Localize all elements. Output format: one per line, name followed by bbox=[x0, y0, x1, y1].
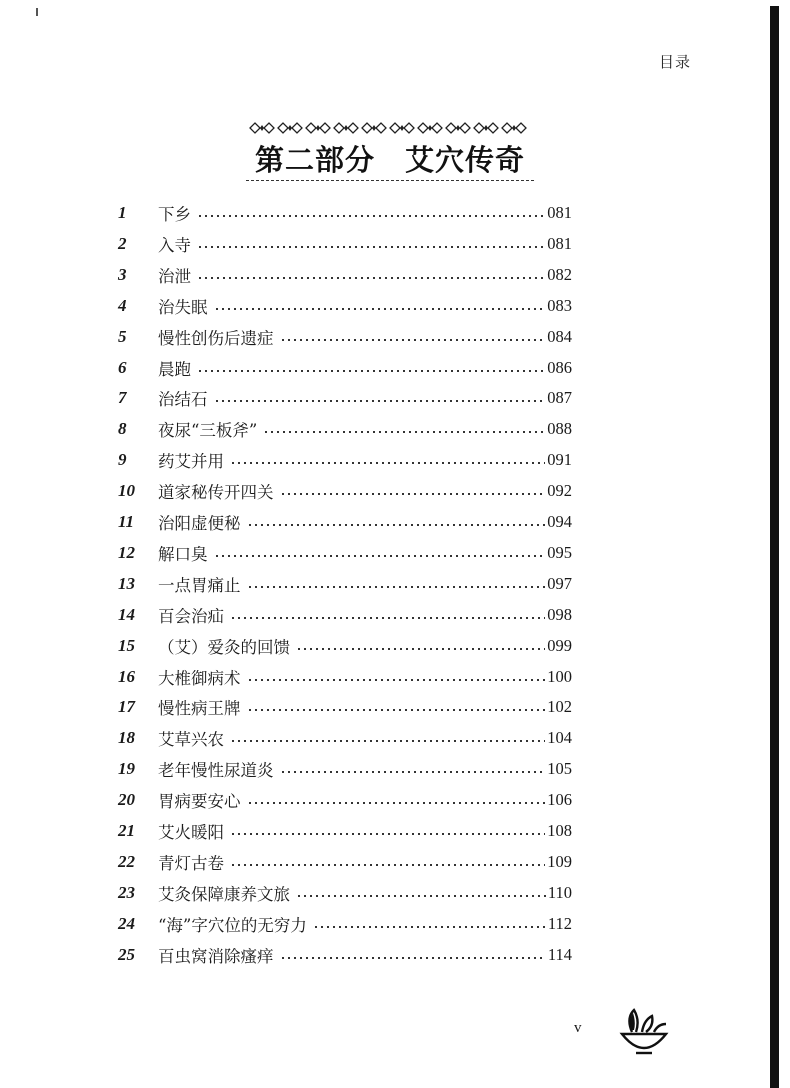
toc-entry-title: 慢性创伤后遗症 bbox=[158, 328, 274, 348]
toc-entry-page: 086 bbox=[547, 357, 572, 377]
toc-entry bbox=[118, 662, 572, 692]
running-head: 目录 bbox=[659, 53, 692, 71]
toc-leader-dots bbox=[214, 555, 546, 557]
toc-entry-page: 106 bbox=[547, 790, 572, 810]
toc-entry-number: 10 bbox=[118, 481, 135, 501]
toc-entry-page: 112 bbox=[547, 913, 572, 933]
toc-entry-page: 104 bbox=[547, 728, 572, 748]
toc-entry bbox=[118, 569, 572, 599]
toc-leader-dots bbox=[197, 277, 545, 279]
toc-entry-page: 105 bbox=[547, 759, 572, 779]
toc-entry bbox=[118, 198, 572, 228]
toc-entry-title: 百虫窝消除瘙痒 bbox=[158, 946, 274, 966]
toc-entry bbox=[118, 291, 572, 321]
toc-leader-dots bbox=[230, 833, 545, 835]
toc-leader-dots bbox=[197, 215, 545, 217]
herb-bowl-icon bbox=[614, 1004, 674, 1060]
toc-entry-page: 081 bbox=[547, 233, 572, 253]
toc-entry bbox=[118, 260, 572, 290]
toc-entry-title: 解口臭 bbox=[158, 544, 208, 564]
toc-entry-page: 108 bbox=[547, 821, 572, 840]
toc-entry-title: 道家秘传开四关 bbox=[158, 483, 274, 503]
page-spine-shadow bbox=[770, 6, 779, 1088]
toc-leader-dots bbox=[197, 370, 545, 372]
toc-entry-number: 19 bbox=[118, 759, 135, 779]
toc-leader-dots bbox=[214, 308, 546, 310]
toc-entry-title: 胃病要安心 bbox=[158, 792, 241, 812]
toc-entry-title: 百会治疝 bbox=[158, 606, 224, 626]
toc-entry-number: 1 bbox=[118, 203, 127, 222]
toc-entry-title: 艾灸保障康养文旅 bbox=[158, 884, 290, 904]
toc-entry bbox=[118, 692, 572, 722]
page-folio: v bbox=[574, 1020, 582, 1036]
toc-entry-number: 2 bbox=[118, 233, 127, 253]
toc-leader-dots bbox=[247, 524, 546, 526]
toc-entry-title: （艾）爱灸的回馈 bbox=[158, 637, 290, 657]
toc-entry-number: 20 bbox=[118, 790, 135, 810]
toc-entry-title: “海”字穴位的无穷力 bbox=[158, 915, 307, 935]
toc-leader-dots bbox=[197, 246, 545, 248]
toc-entry-page: 100 bbox=[547, 666, 572, 686]
toc-entry bbox=[118, 538, 572, 568]
toc-entry-title: 治泄 bbox=[158, 266, 191, 286]
toc-leader-dots bbox=[280, 771, 546, 773]
toc-entry-title: 治阳虚便秘 bbox=[158, 514, 241, 533]
toc-entry-title: 艾火暖阳 bbox=[158, 823, 224, 842]
toc-entry bbox=[118, 476, 572, 506]
toc-leader-dots bbox=[230, 462, 545, 464]
toc-entry-title: 晨跑 bbox=[158, 359, 191, 379]
toc-entry-title: 青灯古卷 bbox=[158, 853, 224, 873]
toc-entry bbox=[118, 322, 572, 352]
toc-entry-page: 102 bbox=[547, 697, 572, 717]
toc-entry-page: 088 bbox=[547, 419, 572, 439]
toc-entry-title: 夜尿“三板斧” bbox=[158, 421, 258, 441]
toc-entry-number: 6 bbox=[118, 357, 127, 377]
toc-entry bbox=[118, 631, 572, 661]
toc-entry-number: 7 bbox=[118, 388, 127, 408]
toc-entry-number: 13 bbox=[118, 573, 135, 593]
toc-leader-dots bbox=[230, 617, 545, 619]
toc-entry-number: 23 bbox=[118, 882, 135, 902]
toc-entry bbox=[118, 414, 572, 444]
section-title: 第二部分 艾穴传奇 bbox=[254, 143, 525, 177]
toc-leader-dots bbox=[247, 709, 546, 711]
toc-entry-number: 16 bbox=[118, 666, 135, 686]
toc-leader-dots bbox=[296, 648, 545, 650]
toc-leader-dots bbox=[247, 679, 546, 681]
toc-leader-dots bbox=[247, 802, 546, 804]
toc-entry-page: 084 bbox=[547, 326, 572, 346]
toc-entry-number: 8 bbox=[118, 419, 127, 439]
toc-entry-title: 治结石 bbox=[158, 390, 208, 410]
toc-leader-dots bbox=[280, 957, 546, 959]
toc-entry bbox=[118, 878, 572, 908]
ornament-border bbox=[246, 118, 534, 138]
toc-entry-page: 095 bbox=[547, 542, 572, 562]
toc-entry-title: 药艾并用 bbox=[158, 452, 224, 472]
toc-leader-dots bbox=[247, 586, 546, 588]
toc-entry-page: 082 bbox=[547, 264, 572, 284]
toc-entry bbox=[118, 940, 572, 970]
toc-entry-title: 下乡 bbox=[158, 205, 191, 224]
toc-entry-number: 11 bbox=[118, 512, 135, 531]
toc-entry bbox=[118, 847, 572, 877]
toc-entry-page: 109 bbox=[547, 851, 572, 871]
toc-entry bbox=[118, 600, 572, 630]
toc-entry-number: 15 bbox=[118, 635, 135, 655]
corner-mark bbox=[36, 8, 38, 16]
toc-leader-dots bbox=[280, 493, 546, 495]
toc-entry-page: 091 bbox=[547, 450, 572, 470]
toc-leader-dots bbox=[263, 431, 545, 433]
toc-entry-number: 17 bbox=[118, 697, 135, 717]
title-underline bbox=[246, 180, 534, 181]
toc-leader-dots bbox=[313, 926, 546, 928]
toc-entry-number: 22 bbox=[118, 851, 135, 871]
toc-entry-number: 3 bbox=[118, 264, 127, 284]
toc-entry-number: 12 bbox=[118, 542, 135, 562]
toc-entry bbox=[118, 909, 572, 939]
toc-entry-number: 9 bbox=[118, 450, 127, 470]
toc-entry-number: 5 bbox=[118, 326, 127, 346]
toc-entry-page: 098 bbox=[547, 604, 572, 624]
toc-entry-number: 24 bbox=[118, 913, 135, 933]
toc-entry-title: 艾草兴农 bbox=[158, 730, 224, 750]
toc-entry-title: 入寺 bbox=[158, 235, 191, 255]
toc-entry-number: 21 bbox=[118, 821, 135, 840]
toc-entry-page: 081 bbox=[547, 203, 572, 222]
toc-entry-page: 110 bbox=[547, 882, 572, 902]
toc-entry bbox=[118, 816, 572, 846]
toc-leader-dots bbox=[230, 864, 545, 866]
toc-entry-title: 老年慢性尿道炎 bbox=[158, 761, 274, 781]
toc-entry-number: 14 bbox=[118, 604, 135, 624]
toc-entry-page: 092 bbox=[547, 481, 572, 501]
toc-entry-title: 大椎御病术 bbox=[158, 668, 241, 688]
toc-leader-dots bbox=[296, 895, 546, 897]
toc-entry-page: 094 bbox=[547, 512, 572, 531]
toc-entry bbox=[118, 723, 572, 753]
toc-entry-title: 治失眠 bbox=[158, 297, 208, 317]
toc-entry-page: 099 bbox=[547, 635, 572, 655]
toc-entry bbox=[118, 754, 572, 784]
toc-entry bbox=[118, 785, 572, 815]
toc-leader-dots bbox=[280, 339, 546, 341]
toc-entry-number: 4 bbox=[118, 295, 127, 315]
toc-entry-page: 114 bbox=[547, 944, 572, 964]
toc-entry-number: 25 bbox=[118, 944, 135, 964]
toc-entry bbox=[118, 383, 572, 413]
toc-entry bbox=[118, 229, 572, 259]
toc-entry bbox=[118, 507, 572, 537]
toc-leader-dots bbox=[230, 740, 545, 742]
toc-entry bbox=[118, 353, 572, 383]
toc-entry-page: 087 bbox=[547, 388, 572, 408]
toc-entry-title: 一点胃痛止 bbox=[158, 575, 241, 595]
toc-entry bbox=[118, 445, 572, 475]
toc-entry-number: 18 bbox=[118, 728, 135, 748]
toc-entry-page: 083 bbox=[547, 295, 572, 315]
toc-entry-page: 097 bbox=[547, 573, 572, 593]
toc-leader-dots bbox=[214, 400, 546, 402]
toc-entry-title: 慢性病王牌 bbox=[158, 699, 241, 719]
